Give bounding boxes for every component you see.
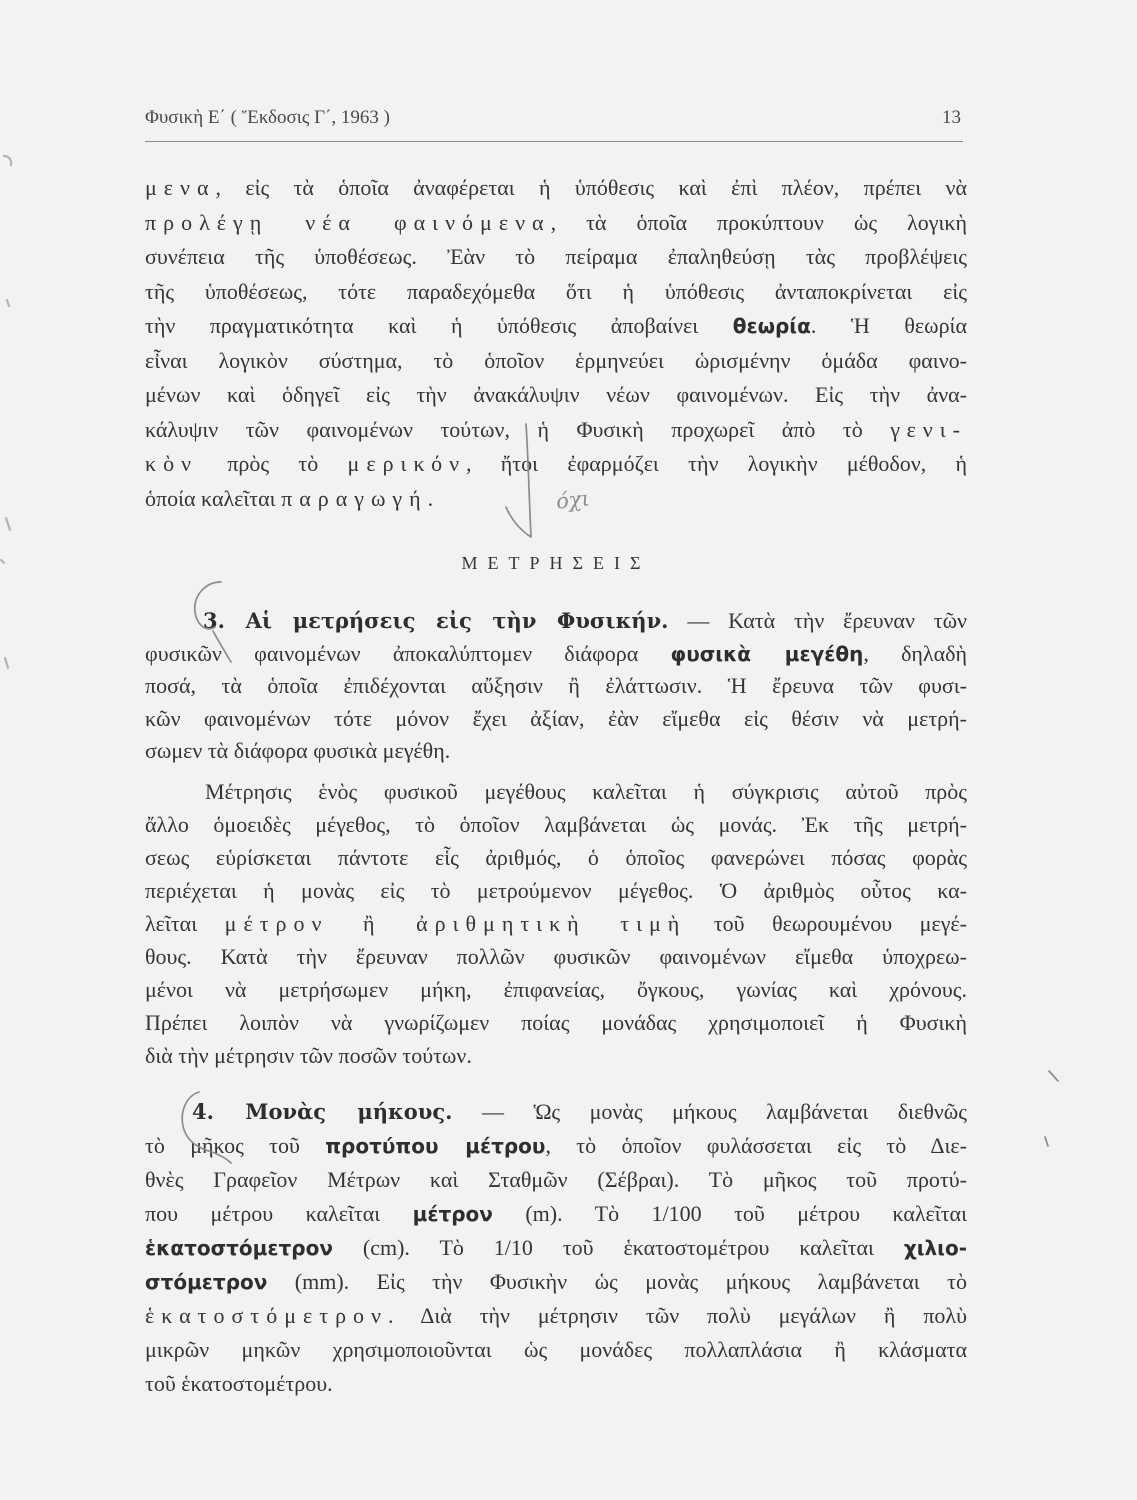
bold-term: προτύπου μέτρου [325, 1134, 546, 1158]
text-segment: που μέτρου καλεῖται [145, 1201, 413, 1226]
text-line [145, 1265, 967, 1299]
page-number: 13 [942, 107, 961, 128]
article-heading: 3. Αἱ μετρήσεις εἰς τὴν Φυσικήν. [203, 608, 669, 633]
scan-speck [5, 658, 8, 668]
text-segment: (mm). Εἰς τὴν Φυσικὴν ὡς μονὰς μήκους λαμβάνεται τὸ [267, 1269, 967, 1294]
text-line [145, 309, 967, 344]
scan-speck [7, 300, 9, 306]
article-heading: 4. Μονὰς μήκους. [192, 1099, 453, 1124]
text-segment: (m). Τὸ 1/100 τοῦ μέτρου καλεῖται [492, 1201, 967, 1226]
text-line [145, 1299, 967, 1333]
text-segment: πρὸς τὸ [198, 451, 348, 476]
text-line [145, 1095, 967, 1129]
running-header-title: Φυσικὴ Ε΄ ( Ἔκδοσις Γ΄, 1963 ) [145, 107, 390, 128]
spaced-text: μενα [145, 175, 216, 200]
text-segment: . [427, 485, 434, 511]
spaced-text: παραγωγή [281, 485, 428, 511]
text-segment: , εἰς τὰ ὁποῖα ἀναφέρεται ἡ ὑπόθεσις καὶ ἐπὶ πλέον, πρέπει νὰ [215, 175, 967, 200]
text-line [145, 1197, 967, 1231]
text-segment: κῶν φαινομένων τότε μόνον ἔχει ἀξίαν, ἐὰν εἴμεθα εἰς θέσιν νὰ μετρή- [145, 705, 967, 731]
text-segment: λεῖται [145, 911, 225, 936]
measurement-paragraph [145, 775, 967, 1072]
text-line [145, 940, 967, 973]
text-segment: συνέπεια τῆς ὑποθέσεως. Ἐὰν τὸ πείραμα ἐπαληθεύσῃ τὰς προβλέψεις [145, 244, 967, 269]
text-segment: μένοι νὰ μετρήσωμεν μήκη, ἐπιφανείας, ὄγκους, γωνίας καὶ χρόνους. [145, 977, 967, 1002]
text-line [145, 378, 967, 413]
text-segment: μένων καὶ ὁδηγεῖ εἰς τὴν ἀνακάλυψιν νέων φαινομένων. Εἰς τὴν ἀνα- [145, 382, 967, 407]
intro-paragraph [145, 171, 967, 516]
scan-speck [6, 518, 10, 530]
text-segment: , ἤτοι ἐφαρμόζει τὴν λογικὴν μέθοδον, ἡ [466, 451, 967, 476]
text-segment: ποσά, τὰ ὁποῖα ἐπιδέχονται αὔξησιν ἢ ἐλάττωσιν. Ἡ ἔρευνα τῶν φυσι- [145, 673, 967, 698]
text-segment: φυσικῶν φαινομένων ἀποκαλύπτομεν διάφορα [145, 640, 671, 666]
text-segment: τῆς ὑποθέσεως, τότε παραδεχόμεθα ὅτι ἡ ὑπόθεσις ἀνταποκρίνεται εἰς [145, 278, 967, 304]
text-segment: ὁποία καλεῖται [145, 485, 282, 511]
text-segment: τοῦ ἑκατοστομέτρου. [145, 1371, 333, 1396]
text-line [145, 973, 967, 1006]
text-segment: (cm). Τὸ 1/10 τοῦ ἑκατοστομέτρου καλεῖται [332, 1235, 904, 1260]
header-rule [145, 141, 963, 142]
text-line [145, 605, 967, 638]
text-line [145, 1333, 967, 1367]
text-segment: τὴν πραγματικότητα καὶ ἡ ὑπόθεσις ἀποβαίνει [145, 313, 733, 338]
text-segment: , δηλαδὴ [863, 640, 967, 666]
text-line [145, 808, 967, 841]
bold-term: στόμετρον [145, 1270, 268, 1294]
text-line [145, 841, 967, 874]
text-segment: σεως εὑρίσκεται πάντοτε εἷς ἀριθμός, ὁ ὁποῖος φανερώνει πόσας φορὰς [145, 845, 967, 870]
text-segment: θνὲς Γραφεῖον Μέτρων καὶ Σταθμῶν (Σέβραι). Τὸ μῆκος τοῦ προτύ- [145, 1167, 967, 1192]
spaced-text: κὸν [145, 451, 199, 476]
text-segment: περιέχεται ἡ μονὰς εἰς τὸ μετρούμενον μέγεθος. Ὁ ἀριθμὸς οὗτος κα- [145, 878, 967, 903]
text-segment: Πρέπει λοιπὸν νὰ γνωρίζωμεν ποίας μονάδας χρησιμοποιεῖ ἡ Φυσικὴ [145, 1010, 967, 1035]
bold-term: θεωρία [732, 314, 811, 338]
pencil-stray-mark [1045, 1137, 1048, 1146]
spaced-text: προλέγῃ νέα φαινόμενα [145, 209, 551, 235]
handwritten-note: όχι [554, 486, 591, 514]
text-segment: ἄλλο ὁμοειδὲς μέγεθος, τὸ ὁποῖον λαμβάνεται ὡς μονάς. Ἐκ τῆς μετρή- [145, 812, 967, 837]
text-line [145, 775, 967, 808]
text-line [145, 1006, 967, 1039]
spaced-text: ἑκατοστόμετρον [145, 1303, 388, 1328]
text-line [145, 206, 967, 241]
text-line [145, 874, 967, 907]
text-line [145, 447, 967, 482]
text-segment: τὸ μῆκος τοῦ [145, 1133, 326, 1158]
text-segment: — Ὡς μονὰς μήκους λαμβάνεται διεθνῶς [452, 1099, 967, 1124]
bold-term: χιλιο- [903, 1236, 967, 1260]
text-line [145, 240, 967, 275]
text-line [145, 638, 967, 671]
text-segment: , τὰ ὁποῖα προκύπτουν ὡς λογικὴ [550, 209, 967, 235]
text-segment: . Ἡ θεωρία [810, 313, 968, 338]
section-title: ΜΕΤΡΗΣΕΙΣ [461, 553, 651, 573]
text-segment: Μέτρησις ἑνὸς φυσικοῦ μεγέθους καλεῖται ἡ σύγκρισις αὐτοῦ πρὸς [205, 779, 967, 804]
text-segment: . Διὰ τὴν μέτρησιν τῶν πολὺ μεγάλων ἢ πολὺ [388, 1303, 967, 1328]
text-line [145, 1129, 967, 1163]
text-line [145, 275, 967, 310]
text-segment: θους. Κατὰ τὴν ἔρευναν πολλῶν φυσικῶν φαινομένων εἴμεθα ὑποχρεω- [145, 944, 967, 969]
text-segment: εἶναι λογικὸν σύστημα, τὸ ὁποῖον ἑρμηνεύει ὡρισμένην ὁμάδα φαινο- [145, 347, 967, 373]
pencil-stray-mark [1049, 1071, 1058, 1081]
text-line [145, 1163, 967, 1197]
text-segment: διὰ τὴν μέτρησιν τῶν ποσῶν τούτων. [145, 1043, 472, 1068]
article-4 [145, 1095, 967, 1401]
spaced-text: μερικόν [347, 451, 467, 476]
text-line [145, 670, 967, 703]
running-header [145, 105, 963, 131]
spaced-text: μέτρον ἢ ἀριθμητικὴ τιμὴ [224, 911, 687, 936]
text-line [145, 413, 967, 448]
text-segment: — Κατὰ τὴν ἔρευναν τῶν [668, 608, 968, 633]
text-segment: , τὸ ὁποῖον φυλάσσεται εἰς τὸ Διε- [545, 1133, 967, 1158]
text-segment: μικρῶν μηκῶν χρησιμοποιοῦνται ὡς μονάδες πολλαπλάσια ἢ κλάσματα [145, 1337, 967, 1362]
bold-term: φυσικὰ μεγέθη [670, 641, 864, 666]
scan-speck [1, 560, 4, 563]
bold-term: ἑκατοστόμετρον [145, 1236, 333, 1260]
text-line [145, 1039, 967, 1072]
text-line [145, 1367, 967, 1401]
bold-term: μέτρον [412, 1202, 493, 1226]
article-3 [145, 605, 967, 768]
text-line [145, 1231, 967, 1265]
spaced-text: γενι- [890, 416, 967, 442]
scan-speck [4, 156, 11, 165]
text-segment: κάλυψιν τῶν φαινομένων τούτων, ἡ Φυσικὴ προχωρεῖ ἀπὸ τὸ [145, 416, 891, 442]
text-line [145, 907, 967, 940]
text-line [145, 171, 967, 206]
text-segment: σωμεν τὰ διάφορα φυσικὰ μεγέθη. [145, 738, 451, 763]
text-line [145, 703, 967, 736]
text-segment: τοῦ θεωρουμένου μεγέ- [686, 911, 967, 936]
text-line [145, 735, 967, 768]
text-line [145, 344, 967, 379]
